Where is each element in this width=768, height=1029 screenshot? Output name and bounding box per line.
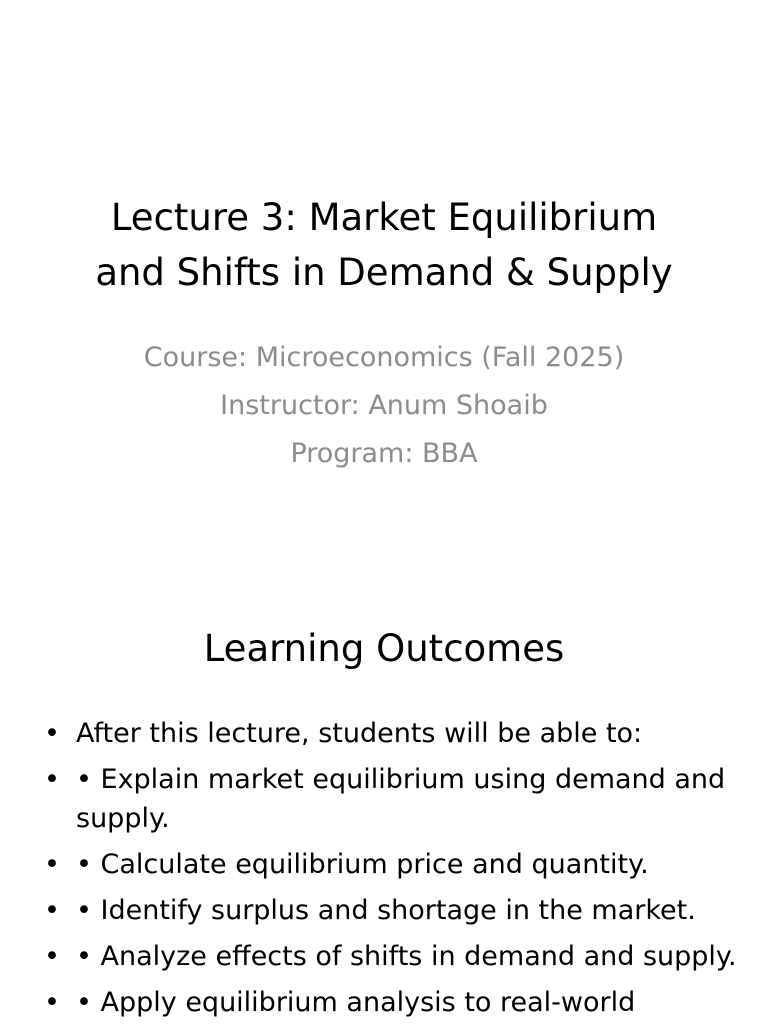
- bullet-icon: •: [44, 941, 60, 972]
- list-item-text: • Explain market equilibrium using demand and supply.: [76, 764, 726, 834]
- list-item-text: • Apply equilibrium analysis to real-world: [76, 987, 636, 1018]
- slide-title: [40, 190, 728, 300]
- title-line: and Shifts in Demand & Supply: [95, 251, 673, 294]
- instructor-line: Instructor: Anum Shoaib: [220, 390, 548, 421]
- list-item: [0, 845, 768, 884]
- bullet-icon: •: [44, 849, 60, 880]
- list-item-text: • Identify surplus and shortage in the market.: [76, 895, 696, 926]
- course-line: Course: Microeconomics (Fall 2025): [143, 342, 625, 373]
- list-item: [0, 937, 768, 976]
- list-item-text: After this lecture, students will be able to:: [76, 718, 643, 749]
- list-item: [0, 983, 768, 1022]
- bullet-icon: •: [44, 987, 60, 1018]
- title-line: Lecture 3: Market Equilibrium: [110, 196, 658, 239]
- slide-subtitle: [40, 334, 728, 478]
- list-item: [0, 714, 768, 753]
- list-item-text: • Analyze effects of shifts in demand and supply.: [76, 941, 737, 972]
- bullet-icon: •: [44, 764, 60, 795]
- program-line: Program: BBA: [290, 438, 478, 469]
- list-item: [0, 891, 768, 930]
- list-item-text: • Calculate equilibrium price and quantity.: [76, 849, 649, 880]
- bullet-icon: •: [44, 895, 60, 926]
- learning-outcomes-slide: [0, 576, 768, 1024]
- bullet-icon: •: [44, 718, 60, 749]
- list-item: [0, 760, 768, 838]
- section-title: Learning Outcomes: [203, 627, 565, 670]
- outcomes-list: [0, 714, 768, 1029]
